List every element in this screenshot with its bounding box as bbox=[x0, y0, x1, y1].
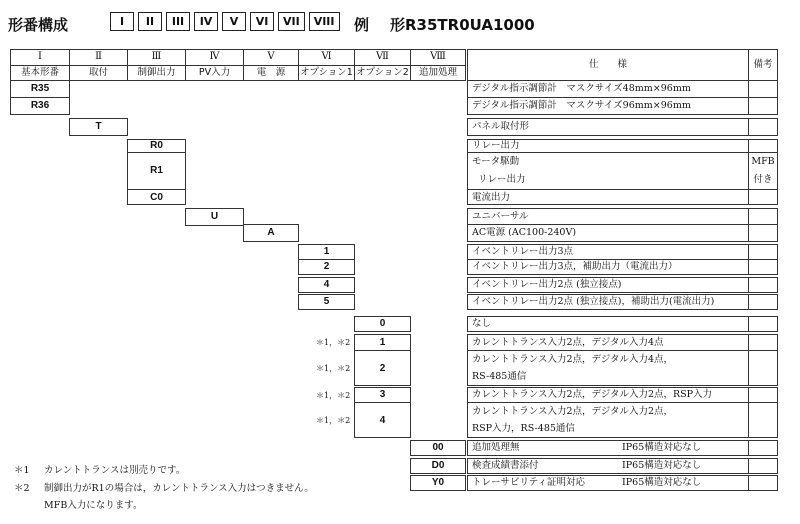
header-remarks-label: 備考 bbox=[753, 59, 773, 70]
row-spec-extra: IP65構造対応なし bbox=[622, 442, 702, 453]
row-spec: モータ駆動 bbox=[472, 156, 520, 167]
row-code: 4 bbox=[323, 279, 330, 290]
row-note-mark: ＊1，＊2 bbox=[316, 416, 351, 425]
header-col7-label: オプション2 bbox=[356, 67, 409, 78]
row-code: 4 bbox=[379, 415, 386, 426]
code-box-4: IV bbox=[194, 12, 218, 31]
header-col4-label: PV入力 bbox=[198, 67, 231, 78]
header-col2-label: 取付 bbox=[88, 67, 108, 78]
row-spec-line2: RS-485通信 bbox=[472, 371, 527, 382]
code-box-1: I bbox=[110, 12, 134, 31]
header-spec-label: 仕 様 bbox=[588, 59, 627, 70]
row-remark: MFB bbox=[751, 156, 775, 167]
row-code: R1 bbox=[150, 165, 163, 176]
code-box-2: II bbox=[138, 12, 162, 31]
row-spec: なし bbox=[472, 318, 492, 329]
row-code: A bbox=[267, 227, 275, 238]
footnote-text: MFB入力になります。 bbox=[44, 500, 143, 511]
header-col3-num: Ⅲ bbox=[151, 51, 162, 62]
footnote-mark: ＊2 bbox=[14, 483, 30, 494]
code-box-3: III bbox=[166, 12, 190, 31]
row-spec: 検査成績書添付 bbox=[472, 460, 539, 471]
row-code: 5 bbox=[323, 296, 330, 307]
header-col7-num: Ⅶ bbox=[376, 51, 389, 62]
header-col6-label: オプション1 bbox=[300, 67, 353, 78]
row-spec: ユニバーサル bbox=[472, 211, 529, 222]
row-code: 0 bbox=[379, 318, 386, 329]
row-spec: デジタル指示調節計 マスクサイズ48mm×96mm bbox=[472, 83, 691, 94]
footnote-mark: ＊1 bbox=[14, 465, 30, 476]
example-label: 例 bbox=[354, 16, 370, 34]
header-col6-num: Ⅵ bbox=[321, 51, 332, 62]
footnote-text: カレントトランスは別売りです。 bbox=[44, 465, 186, 476]
row-code: U bbox=[210, 211, 219, 222]
row-spec-line2: RSP入力，RS-485通信 bbox=[472, 423, 575, 434]
code-box-6: VI bbox=[250, 12, 274, 31]
model-code-boxes bbox=[110, 12, 340, 31]
row-spec: カレントトランス入力2点，デジタル入力2点， bbox=[472, 406, 673, 417]
header-col5-label: 電 源 bbox=[256, 67, 286, 78]
header-col3-label: 制御出力 bbox=[137, 67, 176, 78]
row-code: R36 bbox=[30, 100, 50, 111]
row-spec: イベントリレー出力2点 (独立接点) bbox=[472, 279, 622, 290]
row-spec: パネル取付形 bbox=[472, 121, 530, 132]
footnote-text: 制御出力がR1の場合は，カレントトランス入力はつきません。 bbox=[44, 483, 314, 494]
row-spec: カレントトランス入力2点，デジタル入力4点 bbox=[472, 337, 664, 348]
row-remark-line2: 付き bbox=[753, 174, 773, 185]
row-code: 1 bbox=[379, 337, 386, 348]
row-spec: AC電源 (AC100-240V) bbox=[472, 227, 577, 238]
row-code: 00 bbox=[432, 442, 444, 453]
row-code: 3 bbox=[379, 389, 386, 400]
row-spec: イベントリレー出力3点，補助出力（電流出力） bbox=[472, 261, 678, 272]
row-spec: カレントトランス入力2点，デジタル入力2点，RSP入力 bbox=[472, 389, 713, 400]
header-col1-num: Ⅰ bbox=[38, 51, 42, 62]
header-col4-num: Ⅳ bbox=[209, 51, 220, 62]
row-spec-extra: IP65構造対応なし bbox=[622, 460, 702, 471]
row-spec: トレーサビリティ証明対応 bbox=[472, 477, 586, 488]
code-box-5: V bbox=[222, 12, 246, 31]
page-title: 形番構成 bbox=[8, 16, 69, 34]
code-box-7: VII bbox=[278, 12, 305, 31]
row-code: 2 bbox=[323, 261, 330, 272]
row-code: C0 bbox=[150, 192, 163, 203]
row-spec-line2: リレー出力 bbox=[478, 174, 526, 185]
row-code: 2 bbox=[379, 363, 386, 374]
row-code: D0 bbox=[431, 460, 445, 471]
row-code: T bbox=[95, 121, 102, 132]
row-spec: イベントリレー出力3点 bbox=[472, 246, 574, 257]
row-spec: イベントリレー出力2点 (独立接点)，補助出力(電流出力) bbox=[472, 296, 715, 307]
header-col1-label: 基本形番 bbox=[20, 67, 59, 78]
header-col2-num: Ⅱ bbox=[95, 51, 102, 62]
row-code: R35 bbox=[30, 83, 50, 94]
header-col8-label: 追加処理 bbox=[418, 67, 457, 78]
row-note-mark: ＊1，＊2 bbox=[316, 338, 351, 347]
row-note-mark: ＊1，＊2 bbox=[316, 391, 351, 400]
row-spec: カレントトランス入力2点，デジタル入力4点， bbox=[472, 354, 673, 365]
row-code: R0 bbox=[150, 140, 163, 151]
header-col8-num: Ⅷ bbox=[430, 51, 446, 62]
row-spec: リレー出力 bbox=[472, 140, 520, 151]
row-spec: 電流出力 bbox=[472, 192, 511, 203]
row-spec: デジタル指示調節計 マスクサイズ96mm×96mm bbox=[472, 100, 691, 111]
row-code: Y0 bbox=[431, 477, 445, 488]
example-code: 形R35TR0UA1000 bbox=[390, 16, 535, 34]
header-col5-num: Ⅴ bbox=[267, 51, 275, 62]
row-spec: 追加処理無 bbox=[472, 442, 520, 453]
row-spec-extra: IP65構造対応なし bbox=[622, 477, 702, 488]
code-box-8: VIII bbox=[309, 12, 340, 31]
row-code: 1 bbox=[323, 246, 330, 257]
row-note-mark: ＊1，＊2 bbox=[316, 364, 351, 373]
